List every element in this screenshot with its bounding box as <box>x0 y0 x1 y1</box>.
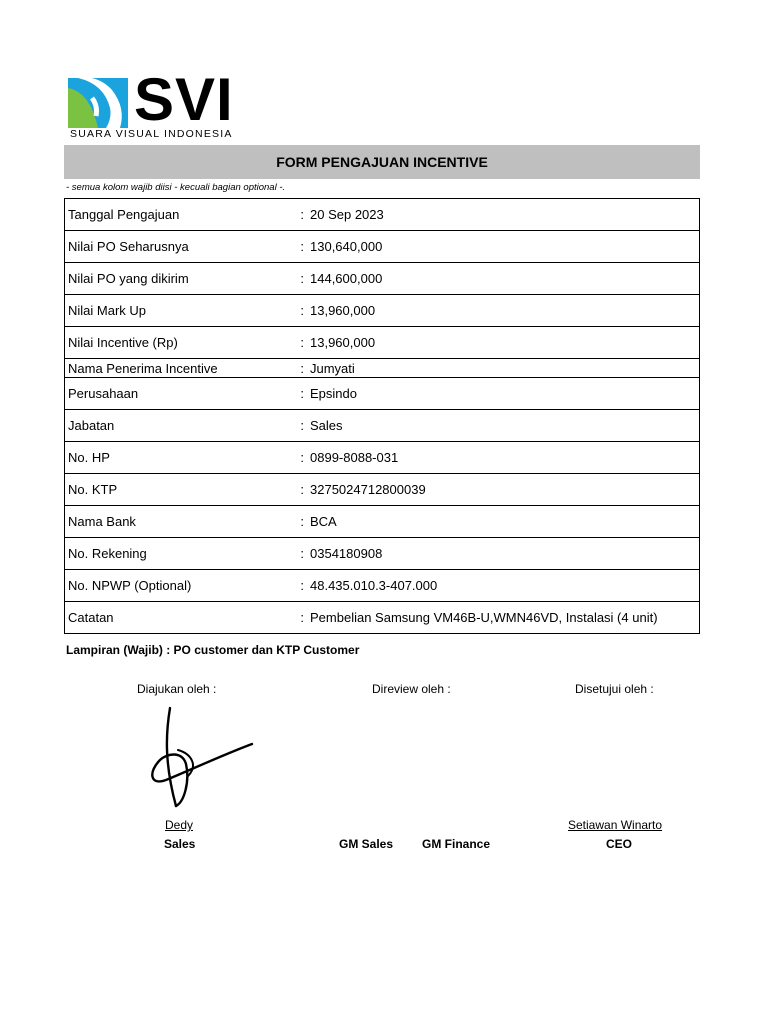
row-value: 144,600,000 <box>304 263 700 295</box>
row-label: No. Rekening <box>65 538 295 570</box>
row-colon: : <box>294 359 304 378</box>
row-colon: : <box>294 602 304 634</box>
form-table <box>64 198 700 634</box>
row-colon: : <box>294 199 304 231</box>
row-value: Pembelian Samsung VM46B-U,WMN46VD, Instalasi (4 unit) <box>304 602 700 634</box>
row-colon: : <box>294 295 304 327</box>
row-value: 130,640,000 <box>304 231 700 263</box>
form-row-nama-penerima <box>65 359 700 378</box>
row-value: 3275024712800039 <box>304 474 700 506</box>
handwritten-signature <box>140 702 256 810</box>
row-colon: : <box>294 570 304 602</box>
row-label: Nilai PO yang dikirim <box>65 263 295 295</box>
company-logo <box>68 66 248 144</box>
row-value: 0899-8088-031 <box>304 442 700 474</box>
row-label: Nilai Mark Up <box>65 295 295 327</box>
row-value: 13,960,000 <box>304 327 700 359</box>
row-value: 48.435.010.3-407.000 <box>304 570 700 602</box>
logo-wordmark: SVI <box>134 66 234 133</box>
submitter-role: Sales <box>164 837 196 851</box>
row-label: Nilai Incentive (Rp) <box>65 327 295 359</box>
form-row-no-ktp <box>65 474 700 506</box>
row-value: Epsindo <box>304 378 700 410</box>
form-row-nama-bank <box>65 506 700 538</box>
approver-role: CEO <box>606 837 633 851</box>
row-value: 20 Sep 2023 <box>304 199 700 231</box>
row-colon: : <box>294 538 304 570</box>
row-value: 0354180908 <box>304 538 700 570</box>
reviewer-gm-sales-role: GM Sales <box>339 837 394 851</box>
row-colon: : <box>294 231 304 263</box>
form-note: - semua kolom wajib diisi - kecuali bagian optional -. <box>66 182 286 193</box>
row-label: Nama Penerima Incentive <box>65 359 295 378</box>
row-label: Catatan <box>65 602 295 634</box>
row-colon: : <box>294 506 304 538</box>
row-colon: : <box>294 474 304 506</box>
row-value: Jumyati <box>304 359 700 378</box>
row-value: 13,960,000 <box>304 295 700 327</box>
row-value: Sales <box>304 410 700 442</box>
row-colon: : <box>294 442 304 474</box>
reviewed-by-label: Direview oleh : <box>372 682 451 696</box>
form-row-nilai-po-dikirim <box>65 263 700 295</box>
row-label: Tanggal Pengajuan <box>65 199 295 231</box>
form-row-nilai-po-seharusnya <box>65 231 700 263</box>
logo-subtitle: SUARA VISUAL INDONESIA <box>70 128 233 140</box>
row-colon: : <box>294 327 304 359</box>
submitted-by-label: Diajukan oleh : <box>137 682 217 696</box>
row-colon: : <box>294 378 304 410</box>
form-row-catatan <box>65 602 700 634</box>
row-label: Perusahaan <box>65 378 295 410</box>
form-row-tanggal <box>65 199 700 231</box>
form-row-no-npwp <box>65 570 700 602</box>
row-label: Jabatan <box>65 410 295 442</box>
row-label: No. NPWP (Optional) <box>65 570 295 602</box>
form-row-nilai-mark-up <box>65 295 700 327</box>
form-row-perusahaan <box>65 378 700 410</box>
form-title: FORM PENGAJUAN INCENTIVE <box>64 145 700 179</box>
row-value: BCA <box>304 506 700 538</box>
form-row-nilai-incentive <box>65 327 700 359</box>
row-colon: : <box>294 263 304 295</box>
attachment-note: Lampiran (Wajib) : PO customer dan KTP Customer <box>66 643 360 657</box>
row-label: No. KTP <box>65 474 295 506</box>
row-label: Nilai PO Seharusnya <box>65 231 295 263</box>
form-row-jabatan <box>65 410 700 442</box>
approver-name: Setiawan Winarto <box>568 818 663 832</box>
form-row-no-hp <box>65 442 700 474</box>
submitter-name: Dedy <box>165 818 194 832</box>
row-label: No. HP <box>65 442 295 474</box>
row-label: Nama Bank <box>65 506 295 538</box>
form-row-no-rekening <box>65 538 700 570</box>
row-colon: : <box>294 410 304 442</box>
approved-by-label: Disetujui oleh : <box>575 682 654 696</box>
reviewer-gm-finance-role: GM Finance <box>422 837 491 851</box>
svi-logo-mark-icon <box>68 78 128 128</box>
